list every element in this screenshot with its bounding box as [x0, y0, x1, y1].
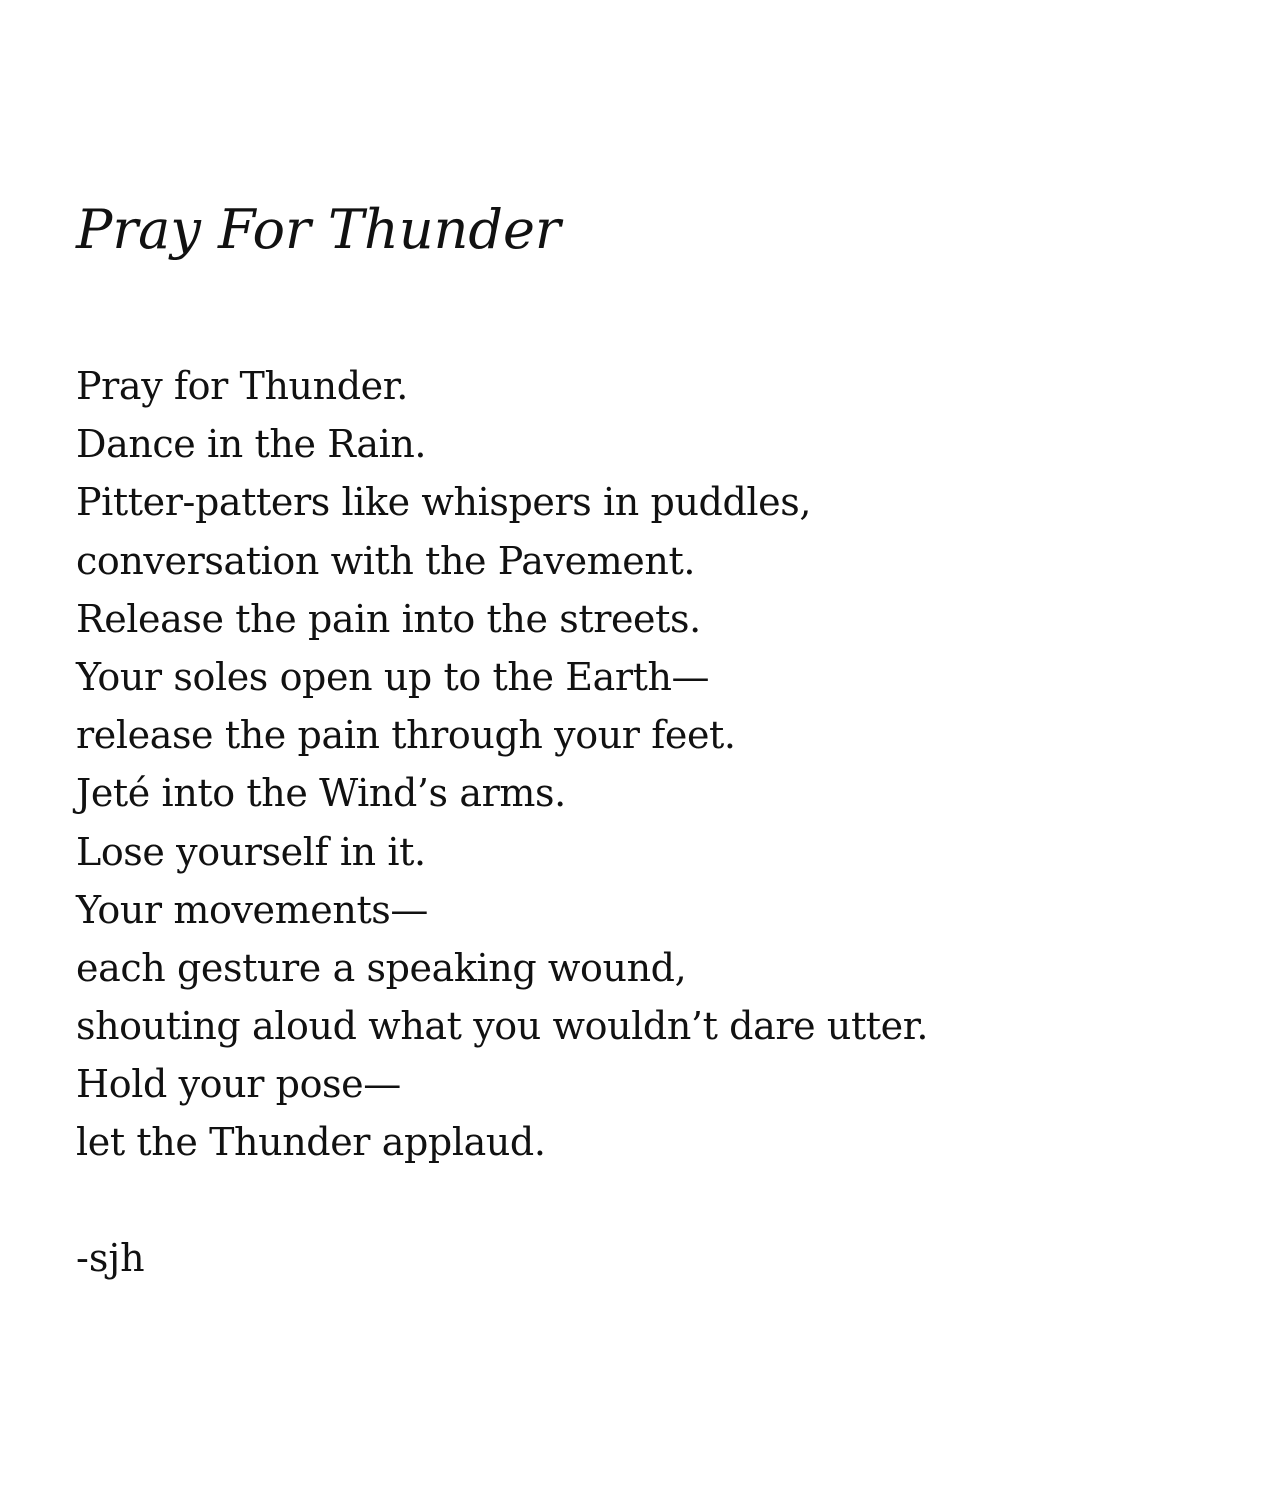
poem-line: Your movements—	[76, 887, 429, 932]
poem-line: conversation with the Pavement.	[76, 538, 695, 583]
poem-line: Jeté into the Wind’s arms.	[76, 771, 566, 816]
poem-line: let the Thunder applaud.	[76, 1120, 546, 1165]
poem-line: Dance in the Rain.	[76, 422, 427, 467]
poem-signature: -sjh	[76, 1236, 145, 1280]
poem-line: Release the pain into the streets.	[76, 596, 701, 641]
poem-line: each gesture a speaking wound,	[76, 945, 687, 990]
poem-line: release the pain through your feet.	[76, 713, 736, 758]
poem-line: shouting aloud what you wouldn’t dare utter.	[76, 1004, 929, 1049]
poem-line: Pray for Thunder.	[76, 364, 408, 408]
poem-line: Your soles open up to the Earth—	[76, 654, 710, 699]
poem-line: Hold your pose—	[76, 1062, 401, 1107]
poem-title: Pray For Thunder	[76, 198, 561, 261]
poem-line: Pitter-patters like whispers in puddles,	[76, 480, 812, 525]
poem-line: Lose yourself in it.	[76, 829, 426, 874]
poem-body	[76, 357, 928, 1172]
